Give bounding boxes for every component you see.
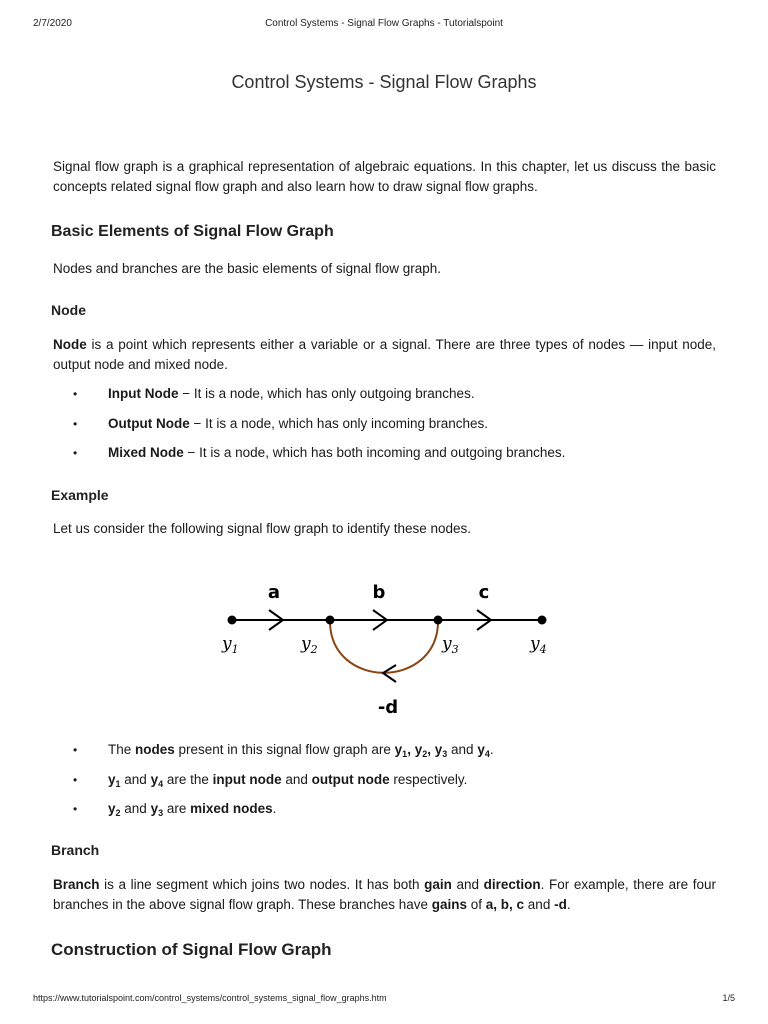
node-y3 <box>434 616 443 625</box>
footer-page-number: 1/5 <box>722 993 735 1003</box>
feedback-loop-curve <box>330 621 438 673</box>
node-y2 <box>326 616 335 625</box>
heading-construction: Construction of Signal Flow Graph <box>51 940 332 959</box>
heading-example: Example <box>51 487 109 503</box>
branch-definition: Branch is a line segment which joins two nodes. It has both gain and direction. For example, there are four branches in the above signal flow graph. These branches have gains of a, b, c and -d. <box>53 877 717 912</box>
list-item: • $y_2$ and $y_3$ are mixed nodes. <box>73 801 277 818</box>
gain-label-b: b <box>372 582 386 603</box>
node-definition <box>53 335 716 375</box>
print-date: 2/7/2020 <box>33 18 72 29</box>
intro-paragraph: Signal flow graph is a graphical representation of algebraic equations. In this chapter, let us discuss the basic concepts related signal flow graph and also learn how to draw signal flow graphs. <box>53 159 716 194</box>
bullet-icon: • <box>73 446 78 460</box>
heading-node: Node <box>51 302 86 318</box>
node-label-y1: $y_1$ <box>222 634 239 656</box>
node-y4 <box>538 616 547 625</box>
basic-elements-text: Nodes and branches are the basic elements of signal flow graph. <box>53 261 441 276</box>
bullet-text: − It is a node, which has both incoming and outgoing branches. <box>183 445 566 460</box>
bullet-icon: • <box>73 802 78 816</box>
heading-branch: Branch <box>51 842 100 858</box>
gain-label-neg-d: -d <box>377 697 399 718</box>
bullet-text: − It is a node, which has only incoming branches. <box>189 415 489 431</box>
example-nodes-list <box>53 740 713 829</box>
node-definition-text: is a point which represents either a variable or a signal. There are three types of nodes — input node, output node and mixed node. <box>53 337 716 372</box>
bullet-icon: • <box>73 743 78 757</box>
page-title: Control Systems - Signal Flow Graphs <box>231 72 537 92</box>
bullet-term: Mixed Node <box>108 445 184 460</box>
signal-flow-graph-diagram <box>205 575 565 725</box>
list-item <box>53 384 713 414</box>
node-label-y3: $y_3$ <box>442 634 459 656</box>
bullet-icon: • <box>73 416 78 431</box>
node-types-list <box>53 384 713 473</box>
signal-flow-graph-figure <box>205 575 565 730</box>
node-label-y4: $y_4$ <box>530 634 547 656</box>
bullet-term: Input Node <box>108 386 179 401</box>
heading-basic-elements: Basic Elements of Signal Flow Graph <box>51 223 334 240</box>
gain-label-a: a <box>267 582 281 603</box>
list-item <box>53 414 713 444</box>
example-text: Let us consider the following signal flow graph to identify these nodes. <box>53 521 472 536</box>
bullet-icon: • <box>73 387 78 401</box>
footer-url: https://www.tutorialspoint.com/control_systems/control_systems_signal_flow_graphs.htm <box>33 993 387 1003</box>
bullet-text: − It is a node, which has only outgoing branches. <box>178 386 475 401</box>
bullet-term: Output Node <box>108 415 190 431</box>
list-item: • The nodes present in this signal flow graph are $y_1$, $y_2$, $y_3$ and $y_4$. <box>73 742 494 759</box>
gain-label-c: c <box>478 582 490 603</box>
print-page-title: Control Systems - Signal Flow Graphs - Tutorialspoint <box>265 18 503 29</box>
node-y1 <box>228 616 237 625</box>
list-item: • $y_1$ and $y_4$ are the input node and output node respectively. <box>73 771 468 789</box>
node-label-y2: $y_2$ <box>301 634 318 656</box>
list-item <box>53 443 713 473</box>
node-term: Node <box>53 337 87 352</box>
bullet-icon: • <box>73 772 78 787</box>
